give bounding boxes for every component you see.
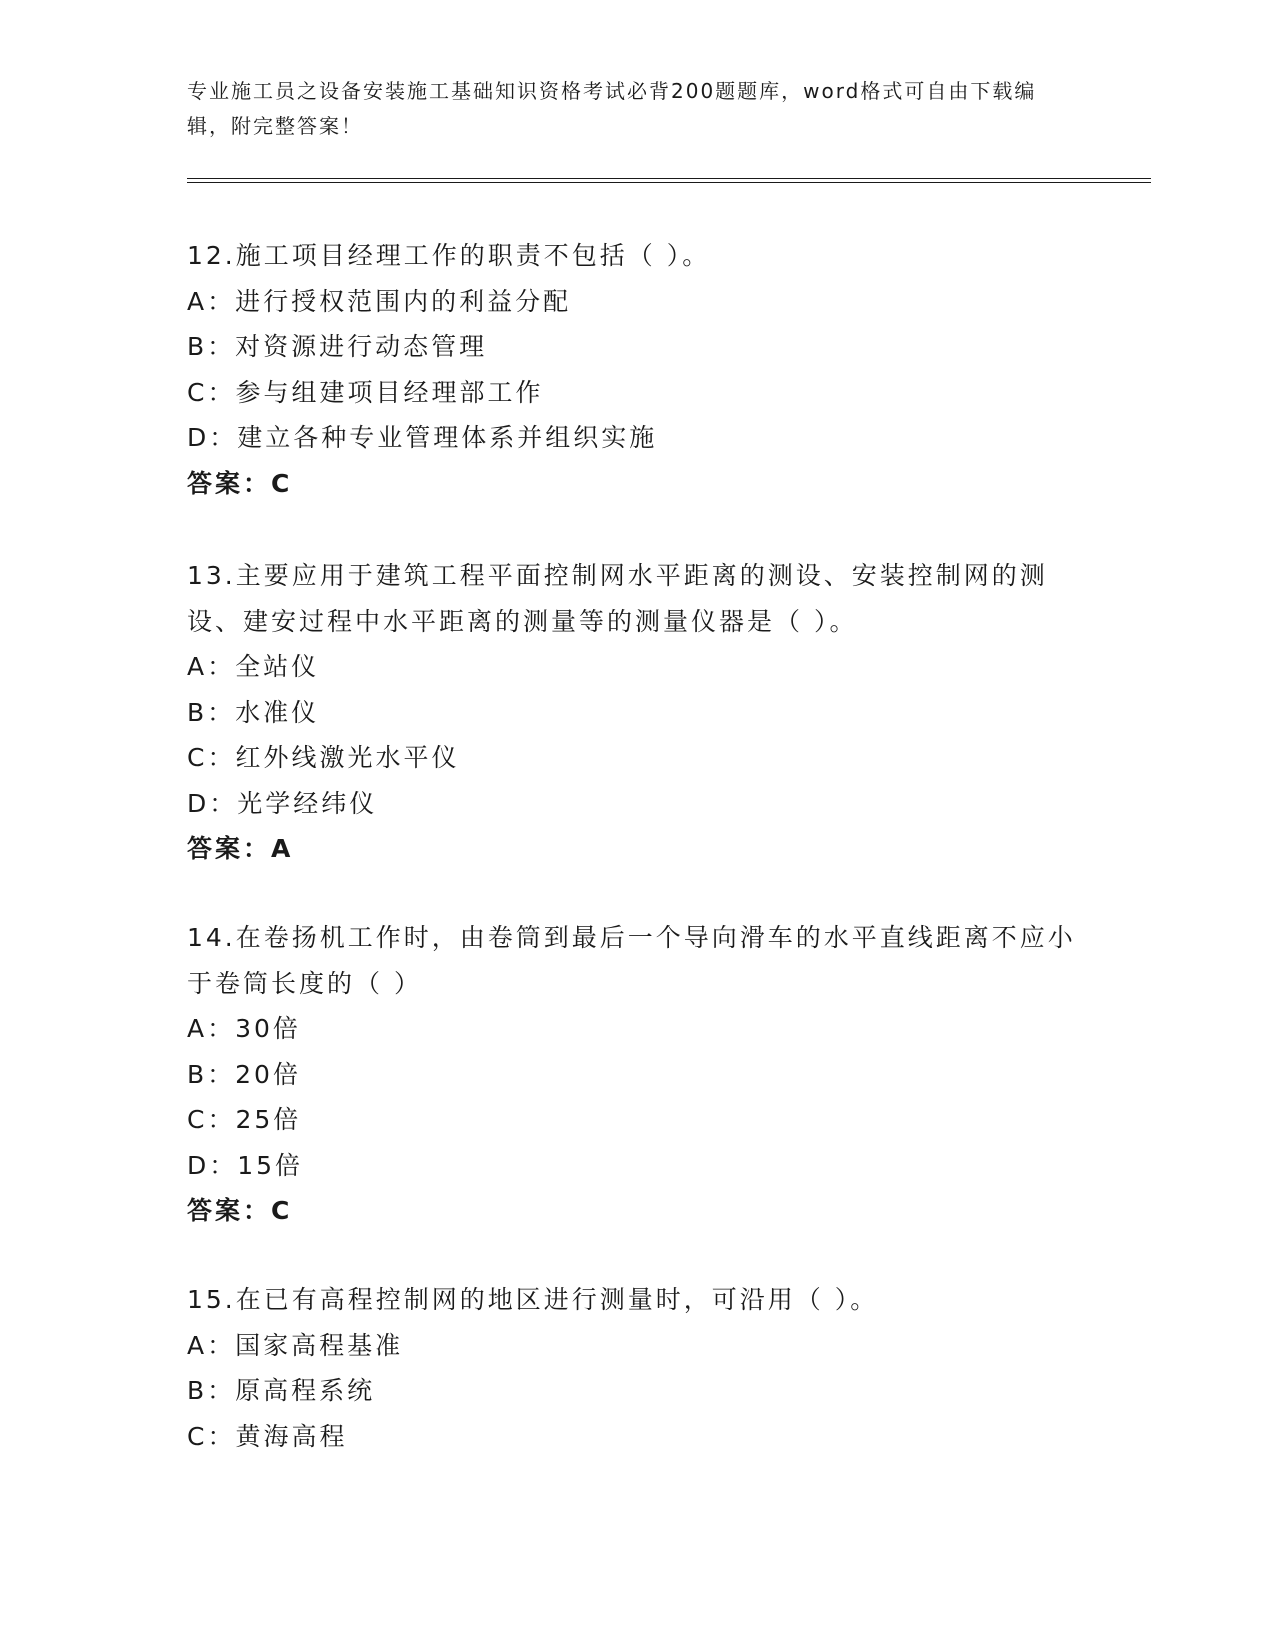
answer-line: 答案：C: [187, 1196, 293, 1225]
answer-line: 答案：C: [187, 468, 293, 498]
option-d: D：建立各种专业管理体系并组织实施: [187, 423, 658, 452]
option-a: A：全站仪: [187, 652, 320, 681]
option-c: C：参与组建项目经理部工作: [187, 377, 544, 407]
option-b: B：20倍: [187, 1059, 301, 1089]
question-stem: 15.在已有高程控制网的地区进行测量时，可沿用（ ）。: [187, 1285, 879, 1314]
question-14: [187, 915, 1087, 1234]
question-stem: 13.主要应用于建筑工程平面控制网水平距离的测设、安装控制网的测设、建安过程中水平距离的测量等的测量仪器是（ ）。: [187, 561, 1048, 636]
answer-line: 答案：A: [187, 834, 294, 863]
question-stem: 12.施工项目经理工作的职责不包括（ ）。: [187, 241, 711, 270]
option-c: C：黄海高程: [187, 1421, 348, 1451]
option-a: A：国家高程基准: [187, 1330, 404, 1360]
question-12: [187, 233, 1087, 506]
option-b: B：水准仪: [187, 697, 320, 727]
option-b: B：原高程系统: [187, 1376, 376, 1405]
option-a: A：30倍: [187, 1014, 301, 1043]
document-header: 专业施工员之设备安装施工基础知识资格考试必背200题题库，word格式可自由下载编辑，附完整答案！: [187, 79, 1037, 138]
option-a: A：进行授权范围内的利益分配: [187, 286, 572, 316]
question-15: [187, 1277, 1087, 1459]
question-13: [187, 553, 1087, 872]
option-c: C：红外线激光水平仪: [187, 743, 460, 772]
option-b: B：对资源进行动态管理: [187, 332, 488, 361]
option-d: D：15倍: [187, 1150, 304, 1180]
question-stem: 14.在卷扬机工作时，由卷筒到最后一个导向滑车的水平直线距离不应小于卷筒长度的（ ）: [187, 923, 1076, 998]
option-d: D：光学经纬仪: [187, 788, 378, 818]
header-divider: [187, 178, 1151, 183]
option-c: C：25倍: [187, 1105, 302, 1134]
